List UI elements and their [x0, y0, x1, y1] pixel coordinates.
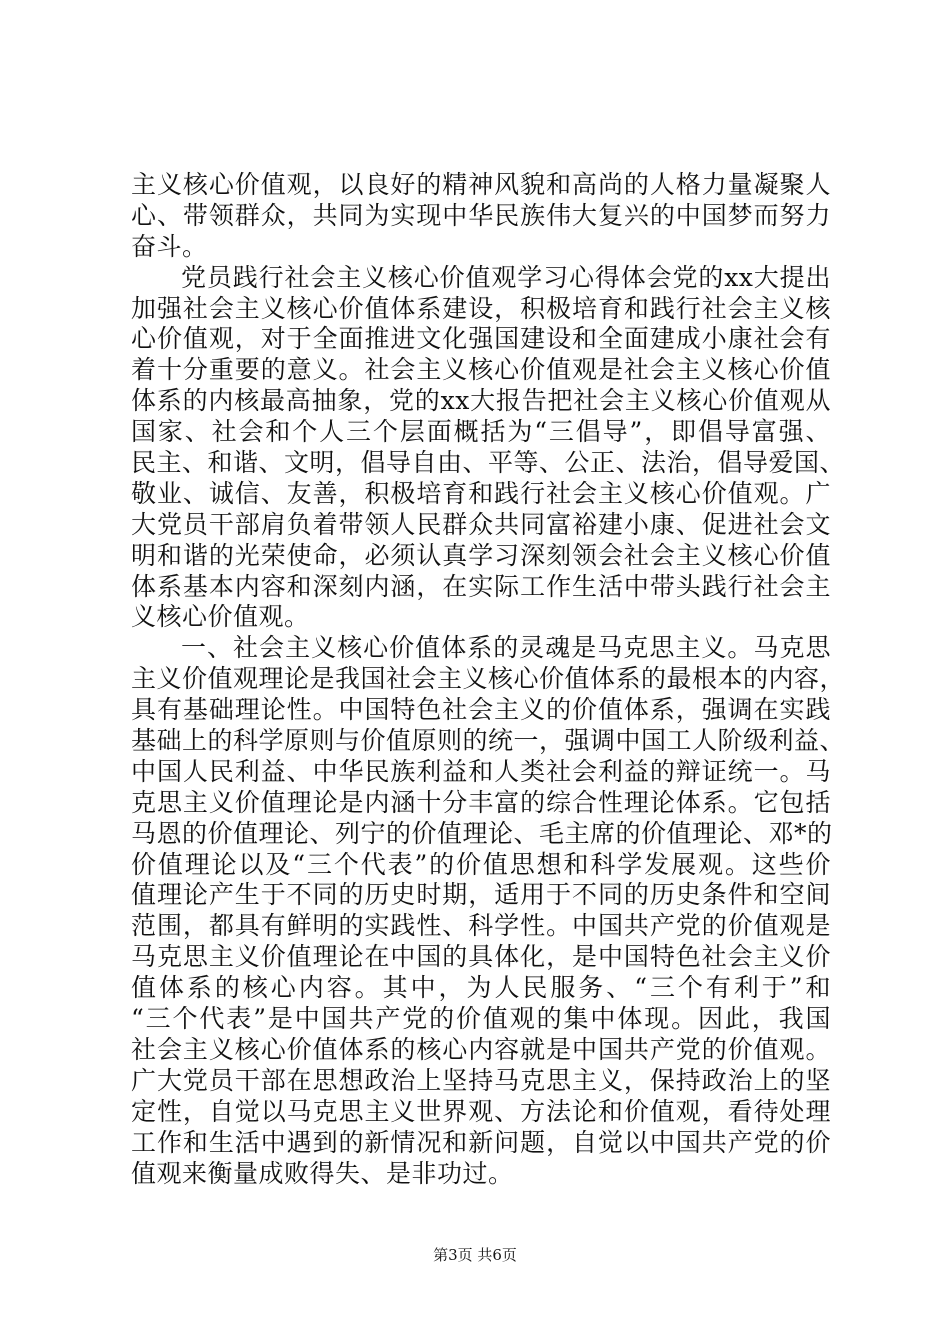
text-line: 着十分重要的意义。社会主义核心价值观是社会主义核心价值 [131, 355, 831, 385]
text-line: 心价值观，对于全面推进文化强国建设和全面建成小康社会有 [131, 324, 831, 354]
text-line: 大党员干部肩负着带领人民群众共同富裕建小康、促进社会文 [131, 509, 831, 539]
text-line: 范围，都具有鲜明的实践性、科学性。中国共产党的价值观是 [131, 911, 831, 941]
text-line: 工作和生活中遇到的新情况和新问题，自觉以中国共产党的价 [131, 1127, 831, 1157]
text-line: 党员践行社会主义核心价值观学习心得体会党的xx大提出 [181, 262, 831, 292]
text-line: 明和谐的光荣使命，必须认真学习深刻领会社会主义核心价值 [131, 540, 831, 570]
text-line: 克思主义价值理论是内涵十分丰富的综合性理论体系。它包括 [131, 787, 831, 817]
text-line: 敬业、诚信、友善，积极培育和践行社会主义核心价值观。广 [131, 478, 831, 508]
text-line: 心、带领群众，共同为实现中华民族伟大复兴的中国梦而努力 [131, 200, 831, 230]
text-line: 基础上的科学原则与价值原则的统一，强调中国工人阶级利益、 [131, 726, 846, 756]
text-line: 加强社会主义核心价值体系建设，积极培育和践行社会主义核 [131, 293, 831, 323]
text-line: 中国人民利益、中华民族利益和人类社会利益的辩证统一。马 [131, 756, 831, 786]
text-line: 一、社会主义核心价值体系的灵魂是马克思主义。马克思 [181, 633, 831, 663]
text-line: 国家、社会和个人三个层面概括为“三倡导”，即倡导富强、 [131, 417, 831, 447]
text-line: 值体系的核心内容。其中，为人民服务、“三个有利于”和 [131, 973, 831, 1003]
text-line: 值观来衡量成败得失、是非功过。 [131, 1158, 514, 1188]
text-line: 价值理论以及“三个代表”的价值思想和科学发展观。这些价 [131, 849, 831, 879]
text-line: 体系基本内容和深刻内涵，在实际工作生活中带头践行社会主 [131, 571, 831, 601]
page-footer: 第3页 共6页 [433, 1246, 517, 1264]
text-line: 民主、和谐、文明，倡导自由、平等、公正、法治，倡导爱国、 [131, 448, 846, 478]
text-line: 马恩的价值理论、列宁的价值理论、毛主席的价值理论、邓*的 [131, 818, 833, 848]
text-line: 奋斗。 [131, 231, 208, 261]
text-line: 值理论产生于不同的历史时期，适用于不同的历史条件和空间 [131, 880, 831, 910]
text-line: 定性，自觉以马克思主义世界观、方法论和价值观，看待处理 [131, 1096, 831, 1126]
text-line: 具有基础理论性。中国特色社会主义的价值体系，强调在实践 [131, 695, 831, 725]
text-line: 义核心价值观。 [131, 602, 310, 632]
document-body [131, 170, 846, 1189]
text-line: 主义核心价值观，以良好的精神风貌和高尚的人格力量凝聚人 [131, 170, 831, 199]
text-line: 马克思主义价值理论在中国的具体化，是中国特色社会主义价 [131, 942, 831, 972]
text-line: 社会主义核心价值体系的核心内容就是中国共产党的价值观。 [131, 1034, 831, 1064]
text-line: 体系的内核最高抽象，党的xx大报告把社会主义核心价值观从 [131, 386, 831, 416]
text-line: “三个代表”是中国共产党的价值观的集中体现。因此，我国 [131, 1004, 831, 1034]
text-line: 主义价值观理论是我国社会主义核心价值体系的最根本的内容， [131, 664, 846, 694]
text-line: 广大党员干部在思想政治上坚持马克思主义，保持政治上的坚 [131, 1065, 831, 1095]
